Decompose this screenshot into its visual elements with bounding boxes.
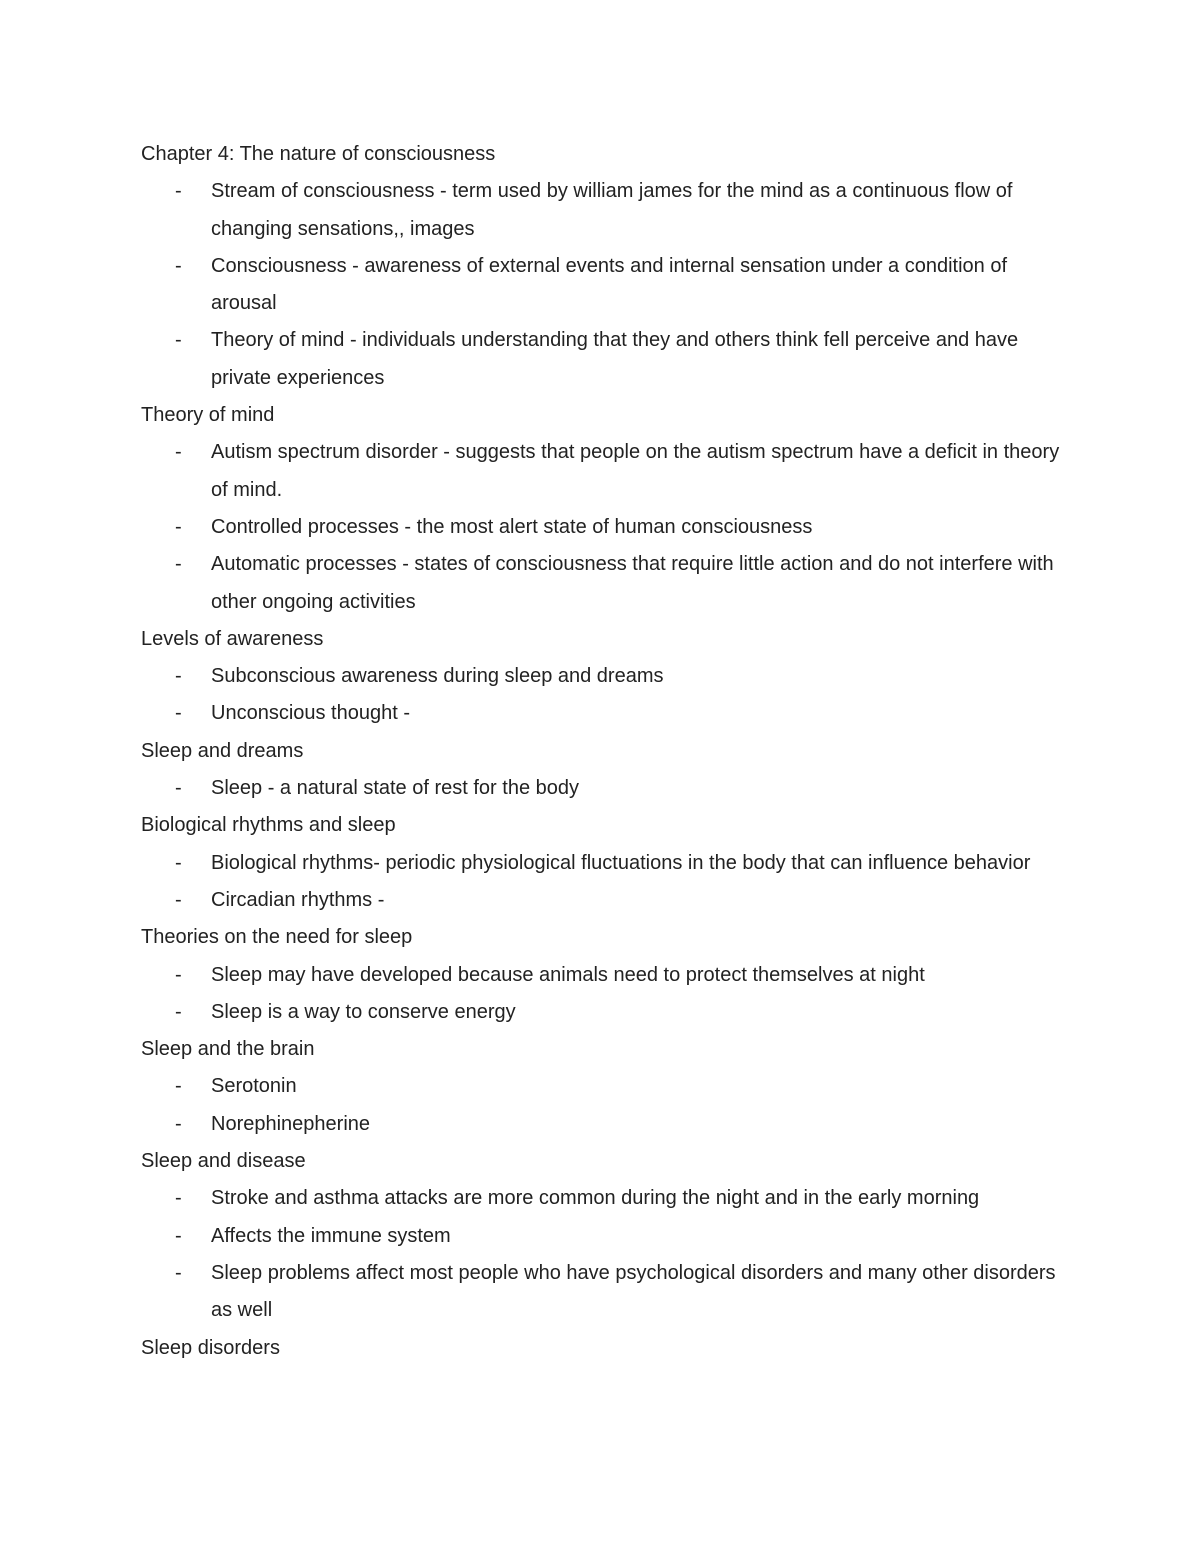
- bullet-item: [141, 248, 1061, 323]
- section-heading: Sleep and disease: [141, 1150, 306, 1173]
- dash-bullet-marker: -: [175, 1000, 182, 1023]
- note-section: [141, 397, 1061, 621]
- bullet-item: [141, 695, 1061, 732]
- dash-bullet-marker: -: [175, 1224, 182, 1247]
- bullet-item: [141, 845, 1061, 882]
- bullet-item: [141, 546, 1061, 621]
- document-page: [141, 136, 1061, 1367]
- bullet-text: Controlled processes - the most alert state of human consciousness: [211, 515, 813, 538]
- dash-bullet-marker: -: [175, 777, 182, 800]
- bullet-item: [141, 770, 1061, 807]
- dash-bullet-marker: -: [175, 851, 182, 874]
- bullet-item: [141, 322, 1061, 397]
- bullet-text: Stream of consciousness - term used by william james for the mind as a continuous flow of changing sensations,, images: [211, 180, 1013, 240]
- section-heading: Sleep and dreams: [141, 739, 304, 762]
- dash-bullet-marker: -: [175, 1075, 182, 1098]
- note-section: [141, 1031, 1061, 1143]
- bullet-item: [141, 1068, 1061, 1105]
- bullet-list: [141, 434, 1061, 620]
- bullet-text: Sleep - a natural state of rest for the body: [211, 777, 579, 800]
- dash-bullet-marker: -: [175, 702, 182, 725]
- dash-bullet-marker: -: [175, 888, 182, 911]
- dash-bullet-marker: -: [175, 329, 182, 352]
- bullet-text: Subconscious awareness during sleep and dreams: [211, 665, 664, 688]
- bullet-list: [141, 173, 1061, 397]
- bullet-item: [141, 658, 1061, 695]
- section-heading: Theory of mind: [141, 404, 275, 427]
- note-section: [141, 919, 1061, 1031]
- dash-bullet-marker: -: [175, 1112, 182, 1135]
- note-section: [141, 1330, 1061, 1367]
- dash-bullet-marker: -: [175, 963, 182, 986]
- bullet-text: Circadian rhythms -: [211, 888, 385, 911]
- bullet-text: Theory of mind - individuals understanding that they and others think fell perceive and have private experiences: [211, 329, 1019, 389]
- bullet-item: [141, 1218, 1061, 1255]
- section-heading: Levels of awareness: [141, 627, 324, 650]
- bullet-text: Sleep is a way to conserve energy: [211, 1000, 516, 1023]
- bullet-list: [141, 1068, 1061, 1143]
- dash-bullet-marker: -: [175, 665, 182, 688]
- bullet-text: Automatic processes - states of consciousness that require little action and do not interfere with other ongoing activities: [211, 553, 1054, 613]
- bullet-item: [141, 509, 1061, 546]
- bullet-item: [141, 434, 1061, 509]
- note-section: [141, 136, 1061, 397]
- dash-bullet-marker: -: [175, 1187, 182, 1210]
- bullet-list: [141, 845, 1061, 920]
- bullet-item: [141, 173, 1061, 248]
- bullet-text: Autism spectrum disorder - suggests that people on the autism spectrum have a deficit in theory of mind.: [211, 441, 1060, 501]
- bullet-text: Norephinepherine: [211, 1112, 371, 1135]
- bullet-text: Affects the immune system: [211, 1224, 451, 1247]
- note-section: [141, 733, 1061, 808]
- dash-bullet-marker: -: [175, 441, 182, 464]
- note-section: [141, 621, 1061, 733]
- bullet-item: [141, 994, 1061, 1031]
- section-heading: Sleep and the brain: [141, 1038, 315, 1061]
- section-heading: Biological rhythms and sleep: [141, 814, 396, 837]
- bullet-item: [141, 882, 1061, 919]
- bullet-text: Stroke and asthma attacks are more common during the night and in the early morning: [211, 1187, 980, 1210]
- section-heading: Theories on the need for sleep: [141, 926, 413, 949]
- dash-bullet-marker: -: [175, 254, 182, 277]
- bullet-list: [141, 1180, 1061, 1329]
- bullet-list: [141, 957, 1061, 1032]
- dash-bullet-marker: -: [175, 1261, 182, 1284]
- dash-bullet-marker: -: [175, 515, 182, 538]
- bullet-text: Biological rhythms- periodic physiological fluctuations in the body that can influence behavior: [211, 851, 1031, 874]
- dash-bullet-marker: -: [175, 553, 182, 576]
- note-section: [141, 807, 1061, 919]
- bullet-item: [141, 1106, 1061, 1143]
- bullet-item: [141, 957, 1061, 994]
- bullet-text: Serotonin: [211, 1075, 297, 1098]
- bullet-list: [141, 658, 1061, 733]
- section-heading: Chapter 4: The nature of consciousness: [141, 143, 496, 165]
- bullet-text: Unconscious thought -: [211, 702, 411, 725]
- bullet-item: [141, 1180, 1061, 1217]
- section-heading: Sleep disorders: [141, 1336, 280, 1359]
- bullet-item: [141, 1255, 1061, 1330]
- note-section: [141, 1143, 1061, 1329]
- bullet-list: [141, 770, 1061, 807]
- bullet-text: Sleep may have developed because animals need to protect themselves at night: [211, 963, 925, 986]
- bullet-text: Sleep problems affect most people who have psychological disorders and many other disorders as well: [211, 1261, 1056, 1322]
- bullet-text: Consciousness - awareness of external events and internal sensation under a condition of arousal: [211, 254, 1008, 315]
- dash-bullet-marker: -: [175, 180, 182, 203]
